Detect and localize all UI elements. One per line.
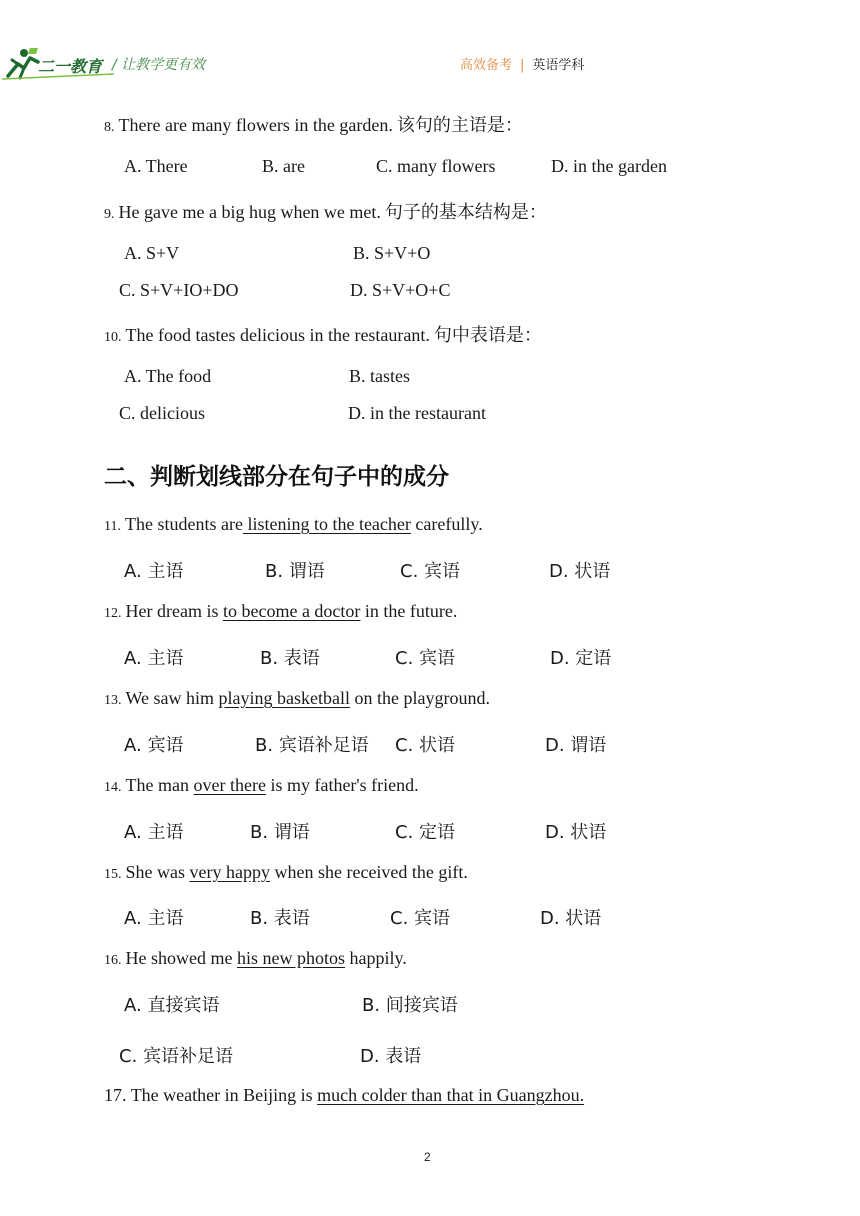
sentence-part: She was [125, 862, 190, 882]
option-a: A. 主语 [124, 561, 184, 582]
option-d: D. 状语 [549, 561, 611, 582]
question-9 [104, 198, 547, 224]
underlined-part: listening to the teacher [242, 514, 411, 534]
option-d: D. 状语 [540, 908, 602, 929]
option-c: C. 宾语补足语 [119, 1046, 234, 1067]
question-10 [104, 321, 542, 347]
sentence-part: We saw him [125, 688, 219, 708]
option-a: A. There [124, 156, 188, 176]
option-a: A. 宾语 [124, 735, 184, 756]
question-prompt: 该句的主语是： [396, 115, 523, 136]
sentence-part: is my father's friend. [265, 775, 419, 795]
question-16 [104, 948, 407, 969]
option-d: D. 谓语 [545, 735, 607, 756]
option-a: A. S+V [124, 243, 180, 263]
question-number: 13. [104, 693, 122, 708]
sentence-part: He showed me [125, 948, 237, 968]
question-number: 11. [104, 519, 121, 534]
sentence-part: in the future. [360, 601, 458, 621]
question-text: There are many flowers in the garden. [118, 115, 393, 135]
question-number: 17. [104, 1085, 127, 1105]
option-c: C. 定语 [395, 822, 456, 843]
brand-name: 二一教育 [38, 57, 103, 76]
question-prompt: 句中表语是： [433, 325, 542, 346]
option-d: D. 定语 [550, 648, 612, 669]
question-text: He gave me a big hug when we met. [118, 202, 381, 222]
question-14 [104, 775, 419, 796]
option-c: C. many flowers [376, 156, 496, 176]
question-17 [104, 1085, 584, 1106]
question-13 [104, 688, 490, 709]
underlined-part: his new photos [236, 948, 345, 968]
header-tagline: 高效备考 [460, 58, 513, 73]
option-d: D. in the garden [551, 156, 667, 176]
option-c: C. 宾语 [390, 908, 451, 929]
question-11 [104, 514, 483, 535]
option-b: B. 表语 [250, 908, 310, 929]
header-separator: | [520, 58, 525, 73]
option-b: B. 间接宾语 [362, 995, 458, 1016]
question-number: 8. [104, 120, 115, 135]
question-text [126, 688, 491, 708]
section-title: 二、判断划线部分在句子中的成分 [104, 464, 449, 490]
underlined-part: over there [193, 775, 266, 795]
option-b: B. 宾语补足语 [255, 735, 369, 756]
underlined-part: playing basketball [218, 688, 351, 708]
question-12 [104, 601, 457, 622]
question-number: 16. [104, 953, 122, 968]
option-a: A. 直接宾语 [124, 995, 220, 1016]
sentence-part: happily. [344, 948, 407, 968]
question-text [126, 862, 468, 882]
sentence-part: The weather in Beijing is [130, 1085, 318, 1105]
option-d: D. S+V+O+C [350, 280, 451, 300]
question-text [126, 948, 407, 968]
question-text [125, 514, 483, 534]
question-text [126, 601, 458, 621]
option-a: A. 主语 [124, 648, 184, 669]
question-number: 9. [104, 207, 115, 222]
question-text [126, 775, 419, 795]
option-d: D. in the restaurant [348, 403, 486, 423]
sentence-part: carefully. [410, 514, 483, 534]
option-c: C. 宾语 [400, 561, 461, 582]
question-number: 14. [104, 780, 122, 795]
sentence-part: The man [125, 775, 194, 795]
option-c: C. 状语 [395, 735, 456, 756]
option-d: D. 表语 [360, 1046, 422, 1067]
page-number: 2 [424, 1150, 431, 1164]
question-number: 10. [104, 330, 122, 345]
question-prompt: 句子的基本结构是： [384, 202, 547, 223]
option-a: A. 主语 [124, 822, 184, 843]
option-b: B. are [262, 156, 305, 176]
option-c: C. delicious [119, 403, 205, 423]
underlined-part: very happy [189, 862, 270, 882]
option-b: B. 谓语 [250, 822, 310, 843]
header-right [460, 54, 584, 73]
sentence-part: Her dream is [125, 601, 223, 621]
question-text: The food tastes delicious in the restaurant. [125, 325, 430, 345]
underlined-part: to become a doctor [222, 601, 361, 621]
option-c: C. 宾语 [395, 648, 456, 669]
option-b: B. 谓语 [265, 561, 325, 582]
option-c: C. S+V+IO+DO [119, 280, 239, 300]
option-d: D. 状语 [545, 822, 607, 843]
option-b: B. S+V+O [353, 243, 431, 263]
sentence-part: when she received the gift. [269, 862, 468, 882]
option-a: A. 主语 [124, 908, 184, 929]
header-subject: 英语学科 [532, 58, 585, 73]
question-8 [104, 111, 523, 137]
option-b: B. 表语 [260, 648, 320, 669]
option-b: B. tastes [349, 366, 410, 386]
brand-slogan: / 让教学更有效 [112, 57, 206, 73]
question-number: 12. [104, 606, 122, 621]
underlined-part: much colder than that in Guangzhou. [317, 1085, 585, 1105]
question-15 [104, 862, 468, 883]
question-number: 15. [104, 867, 122, 882]
sentence-part: on the playground. [350, 688, 490, 708]
sentence-part: The students are [124, 514, 243, 534]
option-a: A. The food [124, 366, 212, 386]
